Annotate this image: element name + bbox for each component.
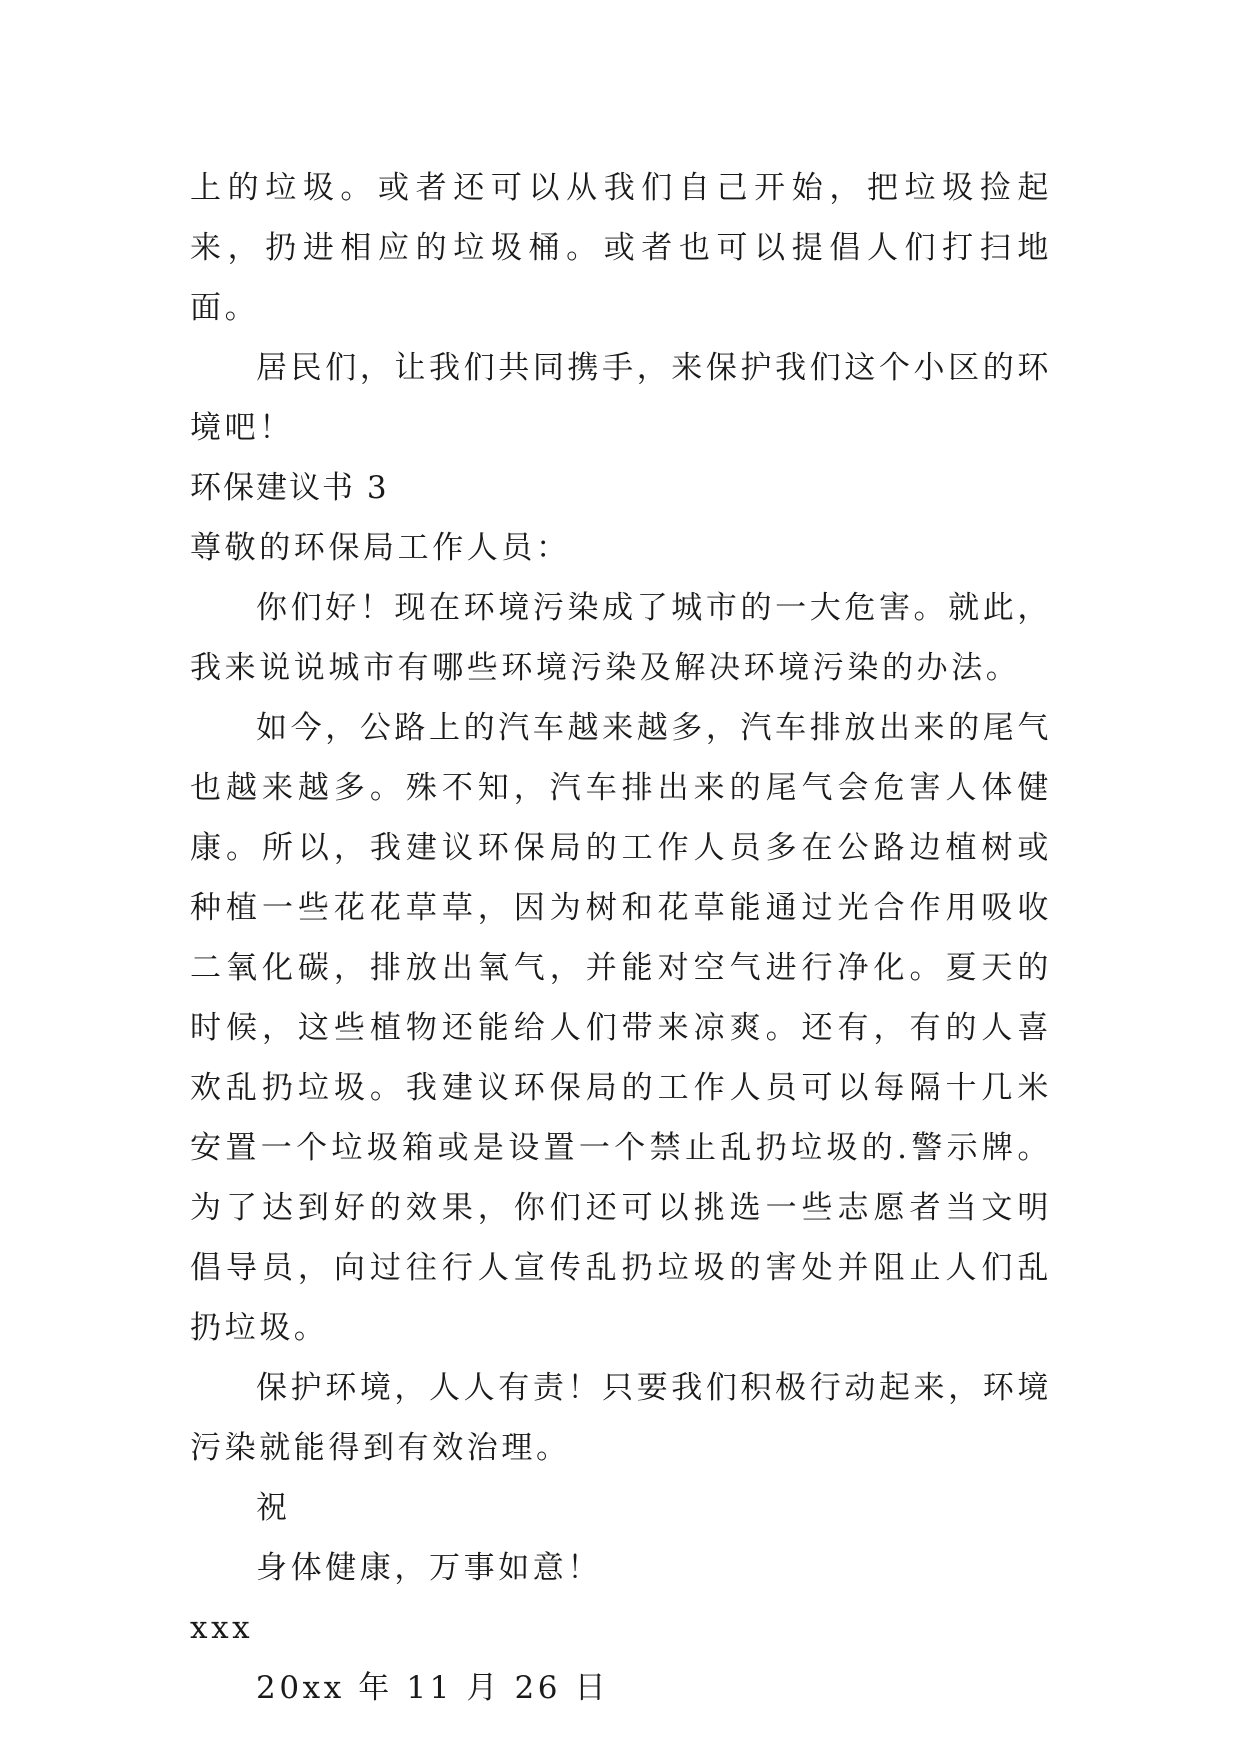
section-heading: 环保建议书 3 bbox=[190, 470, 389, 506]
paragraph-appeal: 居民们，让我们共同携手，来保护我们这个小区的环境吧！ bbox=[190, 350, 1052, 446]
closing-wish: 祝 bbox=[256, 1490, 291, 1526]
salutation: 尊敬的环保局工作人员： bbox=[190, 530, 571, 566]
paragraph-continuation: 上的垃圾。或者还可以从我们自己开始，把垃圾捡起来，扔进相应的垃圾桶。或者也可以提倡人们打扫地面。 bbox=[190, 170, 1052, 326]
document-body bbox=[190, 158, 1052, 1718]
paragraph-greeting: 你们好！现在环境污染成了城市的一大危害。就此，我来说说城市有哪些环境污染及解决环境污染的办法。 bbox=[190, 590, 1052, 686]
paragraph-conclusion: 保护环境，人人有责！只要我们积极行动起来，环境污染就能得到有效治理。 bbox=[190, 1370, 1052, 1466]
closing-blessing: 身体健康，万事如意！ bbox=[256, 1550, 602, 1586]
signature: xxx bbox=[190, 1610, 254, 1646]
date: 20xx 年 11 月 26 日 bbox=[256, 1670, 610, 1706]
paragraph-suggestions: 如今，公路上的汽车越来越多，汽车排放出来的尾气也越来越多。殊不知，汽车排出来的尾气会危害人体健康。所以，我建议环保局的工作人员多在公路边植树或种植一些花花草草，因为树和花草能通过光合作用吸收二氧化碳，排放出氧气，并能对空气进行净化。夏天的时候，这些植物还能给人们带来凉爽。还有，有的人喜欢乱扔垃圾。我建议环保局的工作人员可以每隔十几米安置一个垃圾箱或是设置一个禁止乱扔垃圾的.警示牌。为了达到好的效果，你们还可以挑选一些志愿者当文明倡导员，向过往行人宣传乱扔垃圾的害处并阻止人们乱扔垃圾。 bbox=[190, 710, 1052, 1346]
